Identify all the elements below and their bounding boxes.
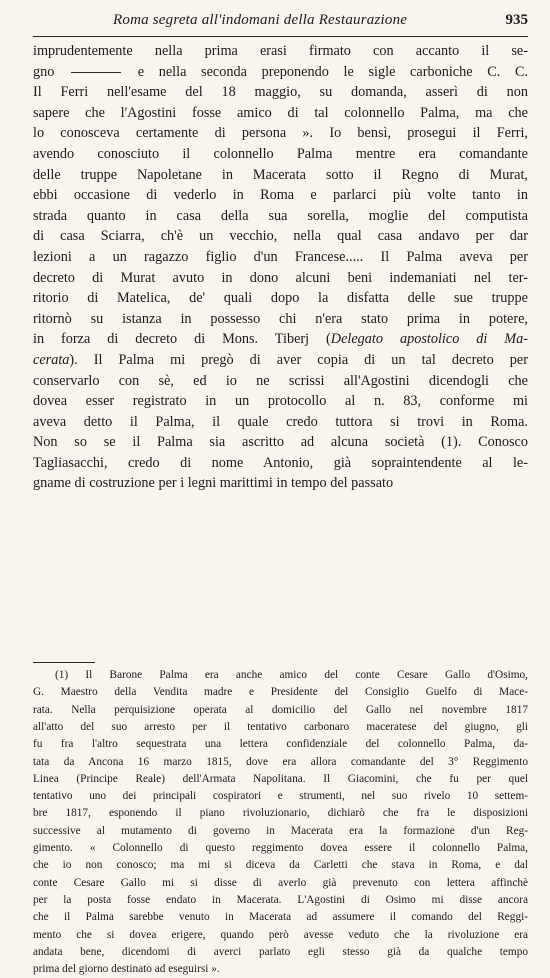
text-line: lezioni a un ragazzo figlio d'un Francese..... Il Palma aveva per: [33, 248, 528, 265]
text-line: di casa Sciarra, ch'è un vecchio, nella qual casa andavo per dar: [33, 228, 528, 245]
footnote-line: conte Cesare Gallo mi si disse di averlo già prevenuto con lettera affinchè: [33, 876, 528, 889]
footnote-line: tentativo uno dei principali cospiratori e strumenti, nel suo rivelo 10 settem-: [33, 790, 528, 803]
text-line: Il Ferri nell'esame del 18 maggio, su domanda, asserì di non: [33, 84, 528, 101]
footnote-line: per la posta fosse endato in Macerata. L'Agostini di Osimo mi disse ancora: [33, 893, 528, 906]
text-fragment: gno: [33, 63, 55, 80]
text-line: decreto di Murat avuto in dono alcuni beni indemaniati nel ter-: [33, 269, 528, 286]
page-number: 935: [505, 12, 528, 28]
running-title: Roma segreta all'indomani della Restaurazione: [113, 12, 408, 28]
text-line: Tagliasacchi, credo di nome Antonio, già sopraintendente al le-: [33, 454, 528, 471]
text-line: Non so se il Palma sia ascritto ad alcuna società (1). Conosco: [33, 434, 528, 451]
footnote-line: che io non conosco; ma mi si diceva da Carletti che stava in Roma, e dal: [33, 859, 528, 872]
text-line: dovea esser registrato in un protocollo al n. 83, conforme mi: [33, 393, 528, 410]
text-line: [33, 62, 528, 83]
text-line: sapere che l'Agostini fosse amico di tal colonnello Palma, ma che: [33, 104, 528, 121]
text-line: ebbi occasione di vederlo in Roma e parlarci più volte tanto in: [33, 187, 528, 204]
text-line: delle truppe Napoletane in Macerata sotto il Regno di Murat,: [33, 166, 528, 183]
text-line: avendo conosciuto il colonnello Palma mentre era comandante: [33, 145, 528, 162]
footnote-line: andata bene, dicendomi di averci parlato egli stesso già da qualche tempo: [33, 945, 528, 958]
footnote-line: mento che si dovea erigere, quando però avesse veduto che la rivoluzione era: [33, 928, 528, 941]
footnote-line: all'atto del suo arresto per il tentativo carbonaro maceratese del giugno, gli: [33, 720, 528, 733]
footnote-line: Linea (Principe Reale) dell'Armata Napolitana. Il Giacomini, che fu per quel: [33, 772, 528, 785]
text-fragment: ). Il Palma mi pregò di aver copia di un tal decreto per: [69, 351, 528, 368]
footnote-line: G. Maestro della Vendita madre e Presidente del Consiglio Guelfo di Mace-: [33, 686, 528, 699]
footnote-line: tata da Ancona 16 marzo 1815, dove era allora comandante del 3° Reggimento: [33, 755, 528, 768]
text-line: ritorio di Matelica, de' quali dopo la disfatta delle sue truppe: [33, 290, 528, 307]
italic-fragment: Delegato apostolico di Ma-: [330, 331, 528, 348]
text-line: [33, 350, 528, 371]
running-header: [33, 0, 528, 37]
text-line: gname di costruzione per i legni marittimi in tempo del passato: [33, 475, 394, 492]
italic-fragment: cerata: [33, 351, 70, 368]
text-line: imprudentemente nella prima erasi firmato con accanto il se-: [33, 43, 528, 59]
footnote-line: fu fra l'altro sequestrata una lettera confidenziale del colonnello Palma, da-: [33, 738, 528, 751]
footnote: [33, 667, 528, 978]
footnote-separator: [33, 662, 95, 663]
text-fragment: e nella seconda preponendo le sigle carboniche C. C.: [137, 63, 529, 80]
footnote-line: rata. Nella perquisizione operata al domicilio del Gallo nel novembre 1817: [33, 703, 528, 716]
footnote-line: bre 1817, esponendo il piano rivoluzionario, dichiarò che fra le disposizioni: [33, 807, 528, 820]
text-line: conservarlo con sè, ed io ne scrissi all'Agostini dicendogli che: [33, 372, 528, 389]
text-line: lo conosceva certamente di persona ». Io bensì, prosegui il Ferri,: [33, 125, 528, 142]
text-line: strada quanto in casa della sua sorella, moglie del computista: [33, 207, 528, 224]
blank-sign-mark: [71, 72, 121, 73]
footnote-line: prima del giorno destinato ad eseguirsi ».: [33, 963, 220, 976]
footnote-line: gimento. « Colonnello di questo reggimento dovea essere il colonnello Palma,: [33, 842, 528, 855]
main-text: [33, 41, 528, 494]
text-line: ritornò su istanza in possesso chi n'era stato prima in potere,: [33, 310, 528, 327]
footnote-line: che il Palma sarebbe venuto in Macerata ad assumere il comando del Reggi-: [33, 911, 528, 924]
text-line: aveva detto il Palma, il quale credo tuttora si trovi in Roma.: [33, 413, 528, 430]
footnote-line: successive al mutamento di governo in Macerata era la formazione d'un Reg-: [33, 824, 528, 837]
text-line: [33, 329, 528, 350]
text-fragment: in forza di decreto di Mons. Tiberj (: [33, 331, 331, 348]
footnote-line: (1) Il Barone Palma era anche amico del conte Cesare Gallo d'Osimo,: [55, 669, 528, 682]
